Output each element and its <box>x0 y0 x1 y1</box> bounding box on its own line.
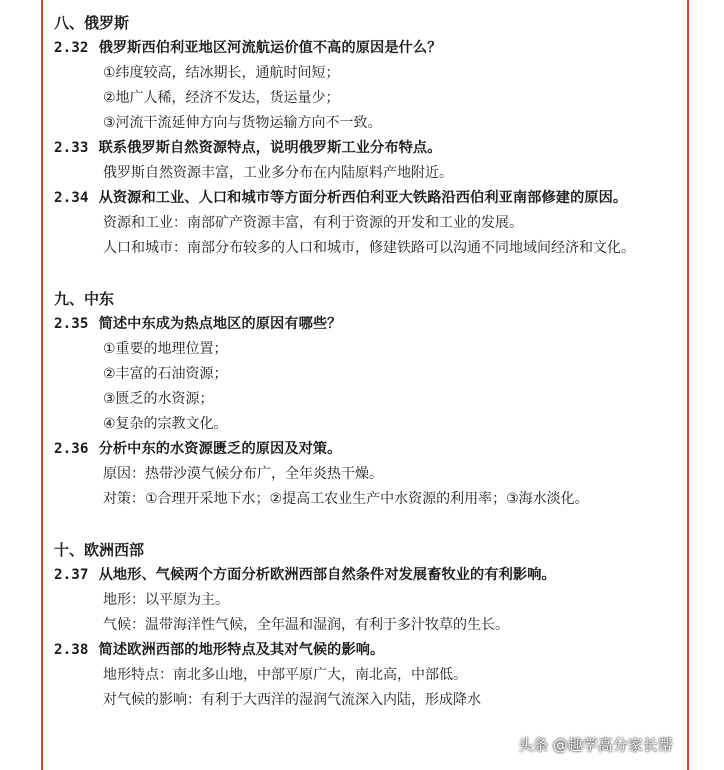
answer-line: 原因：热带沙漠气候分布广，全年炎热干燥。 <box>103 466 383 482</box>
question-text: 从地形、气候两个方面分析欧洲西部自然条件对发展畜牧业的有利影响。 <box>98 567 556 583</box>
section-title-russia: 八、俄罗斯 <box>54 14 130 32</box>
section-title-western-europe: 十、欧洲西部 <box>54 541 145 559</box>
question-number: 2.34 <box>54 190 89 206</box>
question-text: 分析中东的水资源匮乏的原因及对策。 <box>98 441 342 457</box>
answer-line: ③河流干流延伸方向与货物运输方向不一致。 <box>103 115 382 131</box>
question-text: 从资源和工业、人口和城市等方面分析西伯利亚大铁路沿西伯利亚南部修建的原因。 <box>98 190 628 206</box>
answer-line: 俄罗斯自然资源丰富，工业多分布在内陆原料产地附近。 <box>103 165 453 181</box>
question-2-34 <box>54 186 682 211</box>
question-2-36 <box>54 437 682 462</box>
question-text: 联系俄罗斯自然资源特点，说明俄罗斯工业分布特点。 <box>98 140 442 156</box>
question-2-37 <box>54 563 682 588</box>
right-frame-border <box>687 0 689 770</box>
section-gap <box>54 261 682 286</box>
answer-line: ②丰富的石油资源； <box>103 366 228 382</box>
question-number: 2.37 <box>54 567 89 583</box>
document-body <box>54 10 682 713</box>
question-2-38 <box>54 638 682 663</box>
answer-line: 资源和工业：南部矿产资源丰富，有利于资源的开发和工业的发展。 <box>103 215 523 231</box>
question-number: 2.36 <box>54 441 89 457</box>
question-2-33 <box>54 136 682 161</box>
answer-line: 地形：以平原为主。 <box>103 592 229 608</box>
answer-line: ①纬度较高，结冰期长，通航时间短； <box>103 65 340 81</box>
answer-line: ①重要的地理位置； <box>103 341 228 357</box>
answer-line: 对策：①合理开采地下水；②提高工农业生产中水资源的利用率；③海水淡化。 <box>103 491 589 507</box>
watermark: 头条 @趣学高分家长帮 <box>518 736 673 754</box>
question-text: 俄罗斯西伯利亚地区河流航运价值不高的原因是什么？ <box>98 40 442 56</box>
question-2-35 <box>54 312 682 337</box>
answer-line: 地形特点：南北多山地，中部平原广大，南北高，中部低。 <box>103 667 467 683</box>
answer-line: 对气候的影响：有利于大西洋的湿润气流深入内陆，形成降水 <box>103 692 481 708</box>
question-number: 2.38 <box>54 642 89 658</box>
answer-line: 气候：温带海洋性气候，全年温和湿润，有利于多汁牧草的生长。 <box>103 617 509 633</box>
left-frame-border <box>41 0 43 770</box>
section-title-middle-east: 九、中东 <box>54 290 115 308</box>
question-text: 简述中东成为热点地区的原因有哪些？ <box>98 316 342 332</box>
question-text: 简述欧洲西部的地形特点及其对气候的影响。 <box>98 642 385 658</box>
section-gap <box>54 512 682 537</box>
question-2-32 <box>54 36 682 61</box>
question-number: 2.33 <box>54 140 89 156</box>
answer-line: ③匮乏的水资源； <box>103 391 214 407</box>
question-number: 2.35 <box>54 316 89 332</box>
question-number: 2.32 <box>54 40 89 56</box>
answer-line: ②地广人稀，经济不发达，货运量少； <box>103 90 340 106</box>
answer-line: 人口和城市：南部分布较多的人口和城市，修建铁路可以沟通不同地域间经济和文化。 <box>103 240 635 256</box>
answer-line: ④复杂的宗教文化。 <box>103 416 228 432</box>
